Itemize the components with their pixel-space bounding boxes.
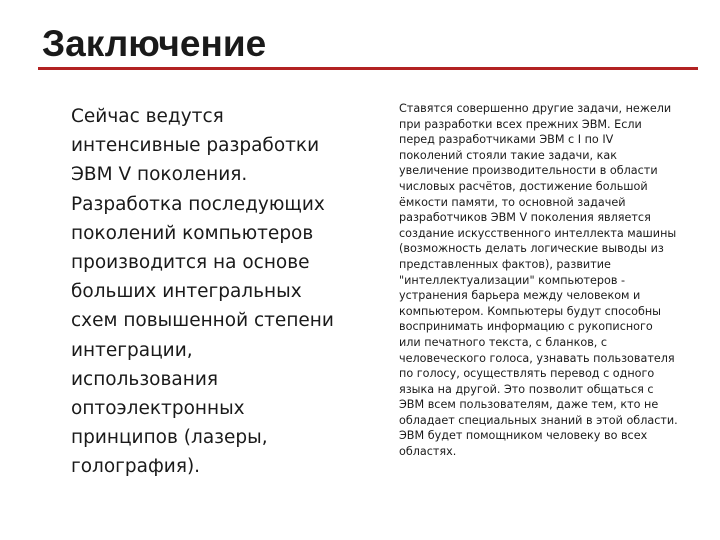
left-column-text: Сейчас ведутся интенсивные разработки ЭВМ V поколения. Разработка последующих поколений компьютеров производится на основе больших интегральных схем повышенной степени интеграции, использования оптоэлектронных принципов (лазеры, голография).: [71, 106, 334, 478]
title-underline: [38, 67, 698, 70]
right-column-text: Ставятся совершенно другие задачи, нежели при разработки всех прежних ЭВМ. Если перед разработчиками ЭВМ с I по IV поколений стояли такие задачи, как увеличение производительности в области числовых расчётов, достижение большой ёмкости памяти, то основной задачей разработчиков ЭВМ V поколения является создание искусственного интеллекта машины (возможность делать логические выводы из представленных фактов), развитие "интеллектуализации" компьютеров - устранения барьера между человеком и компьютером. Компьютеры будут способны воспринимать информацию с рукописного или печатного текста, с бланков, с человеческого голоса, узнавать пользователя по голосу, осуществлять перевод с одного языка на другой. Это позволит общаться с ЭВМ всем пользователям, даже тем, кто не обладает специальных знаний в этой области. ЭВМ будет помощником человеку во всех областях.: [399, 102, 678, 459]
slide-title: Заключение: [42, 23, 267, 64]
